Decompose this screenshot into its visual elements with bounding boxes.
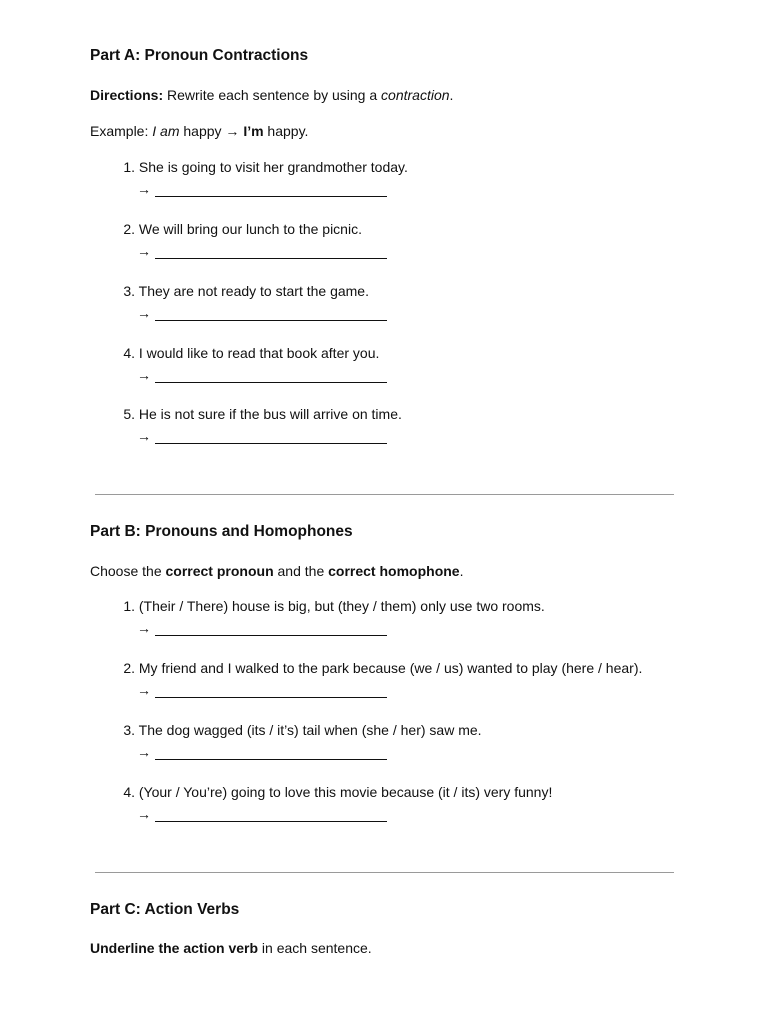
instr-start: Choose the (90, 563, 166, 579)
part-b-instructions (90, 563, 463, 579)
instr-bold-action-verb: Underline the action verb (90, 940, 259, 956)
answer-blank[interactable] (155, 366, 387, 383)
item-number: 4. (123, 784, 135, 800)
item-sentence: The dog wagged (its / it’s) tail when (she / her) saw me. (138, 722, 482, 738)
answer-blank[interactable] (155, 304, 387, 321)
item-number: 3. (123, 283, 135, 299)
answer-blank[interactable] (155, 242, 387, 259)
item-sentence: I would like to read that book after you. (138, 345, 380, 361)
arrow-icon: → (137, 744, 151, 760)
part-a-item-1 (90, 157, 690, 199)
part-b-item-2 (90, 658, 690, 700)
part-a-directions (90, 87, 453, 103)
example-label: Example: (90, 123, 153, 139)
answer-blank[interactable] (155, 743, 387, 760)
directions-end: . (449, 87, 454, 103)
instr-bold-homophone: correct homophone (328, 563, 460, 579)
item-sentence: (Your / You’re) going to love this movie because (it / its) very funny! (138, 784, 553, 800)
directions-text: Rewrite each sentence by using a (163, 87, 382, 103)
example-phrase: I am (152, 123, 180, 139)
instr-end: in each sentence. (258, 940, 372, 956)
part-a-item-5 (90, 404, 690, 446)
answer-blank[interactable] (155, 805, 387, 822)
item-sentence: We will bring our lunch to the picnic. (138, 221, 362, 237)
item-number: 5. (123, 406, 135, 422)
item-sentence: My friend and I walked to the park because (we / us) wanted to play (here / hear). (138, 660, 643, 676)
part-a-item-4 (90, 343, 690, 385)
arrow-icon: → (137, 367, 151, 383)
part-a-example (90, 123, 308, 139)
item-number: 1. (123, 598, 135, 614)
section-divider (95, 494, 674, 495)
part-a-item-3 (90, 281, 690, 323)
answer-blank[interactable] (155, 180, 387, 197)
part-b-title: Part B: Pronouns and Homophones (90, 523, 353, 540)
answer-blank[interactable] (155, 427, 387, 444)
part-b-item-1 (90, 596, 690, 638)
example-end: happy. (263, 123, 309, 139)
answer-blank[interactable] (155, 681, 387, 698)
arrow-icon: → (137, 620, 151, 636)
arrow-icon: → (137, 243, 151, 259)
part-a-title: Part A: Pronoun Contractions (90, 47, 309, 64)
arrow-icon: → (137, 181, 151, 197)
item-sentence: She is going to visit her grandmother today. (138, 159, 408, 175)
item-number: 2. (123, 221, 135, 237)
item-number: 4. (123, 345, 135, 361)
part-a-item-2 (90, 219, 690, 261)
example-mid: happy → (179, 123, 244, 139)
item-sentence: They are not ready to start the game. (138, 283, 369, 299)
directions-emphasis: contraction (381, 87, 450, 103)
instr-mid: and the (273, 563, 329, 579)
arrow-icon: → (137, 305, 151, 321)
instr-end: . (459, 563, 464, 579)
section-divider (95, 872, 674, 873)
item-sentence: (Their / There) house is big, but (they / them) only use two rooms. (138, 598, 545, 614)
arrow-icon: → (137, 428, 151, 444)
answer-blank[interactable] (155, 619, 387, 636)
part-c-instructions (90, 940, 372, 956)
arrow-icon: → (137, 806, 151, 822)
part-c-title: Part C: Action Verbs (90, 901, 240, 918)
instr-bold-pronoun: correct pronoun (165, 563, 274, 579)
item-number: 1. (123, 159, 135, 175)
item-number: 2. (123, 660, 135, 676)
part-b-item-4 (90, 782, 690, 824)
item-sentence: He is not sure if the bus will arrive on time. (138, 406, 402, 422)
item-number: 3. (123, 722, 135, 738)
directions-label: Directions: (90, 87, 164, 103)
part-b-item-3 (90, 720, 690, 762)
example-answer: I’m (243, 123, 264, 139)
arrow-icon: → (137, 682, 151, 698)
